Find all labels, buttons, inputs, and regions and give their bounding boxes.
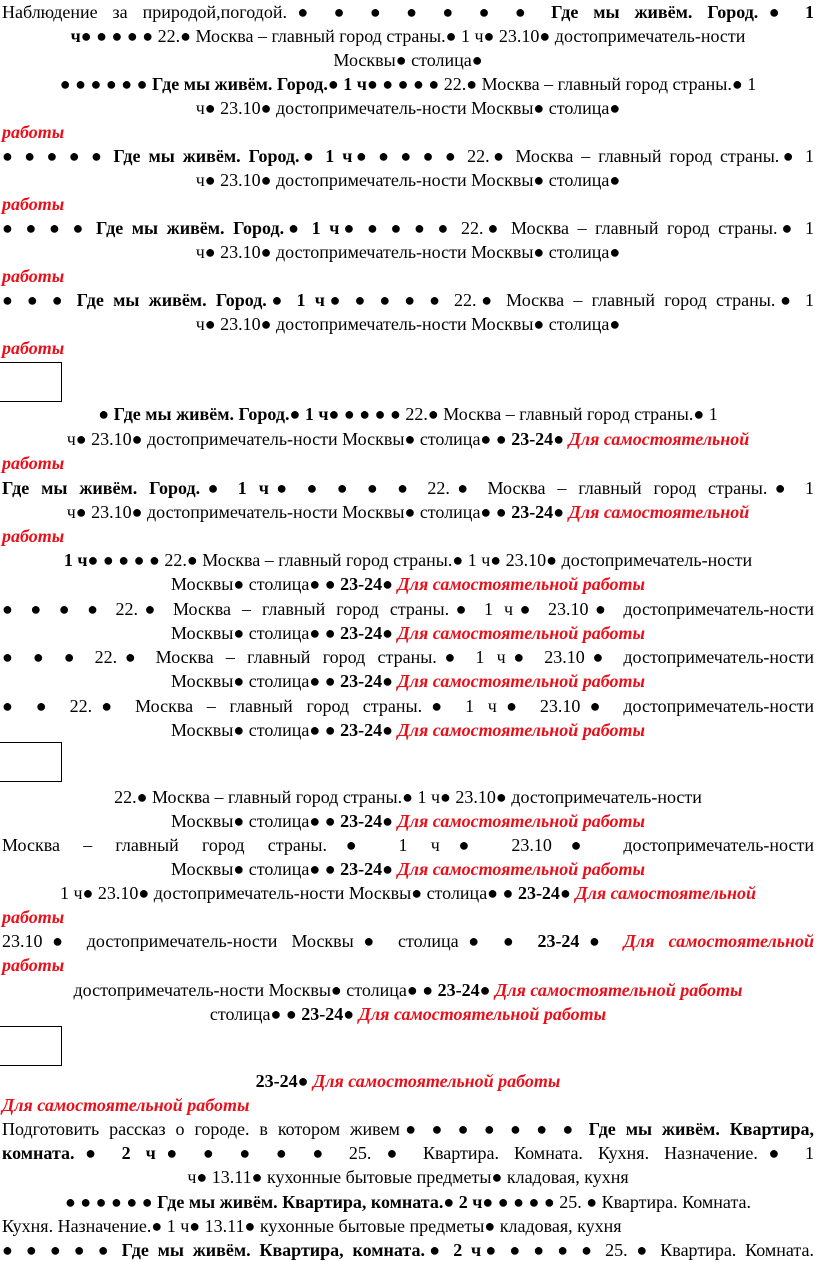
red-italic-text: Для самостоятельной работы <box>397 623 645 643</box>
text-line <box>2 120 814 144</box>
bold-text: Где мы живём. Город. <box>76 290 267 310</box>
text-run: Подготовить рассказ о городе. в котором живем● ● ● ● ● ● ● <box>2 1119 589 1139</box>
bold-text: ч <box>70 26 81 46</box>
bold-text: 23-24 <box>437 980 480 1000</box>
text-run: ч● 23.10● достопримечатель-ности Москвы● столица● <box>195 170 621 190</box>
text-run: ● <box>382 859 398 879</box>
text-line <box>2 597 814 621</box>
text-line <box>2 336 814 360</box>
text-run: ● <box>289 404 305 424</box>
text-run: достопримечатель-ности Москвы● столица● ● <box>73 980 438 1000</box>
red-italic-text: работы <box>2 955 65 975</box>
text-line <box>2 929 814 953</box>
bold-text: Где мы живём. Город. <box>96 218 285 238</box>
text-line <box>2 881 814 905</box>
red-italic-text: работы <box>2 194 65 214</box>
bold-text: 2 ч <box>121 1143 156 1163</box>
red-italic-text: работы <box>2 338 65 358</box>
text-line <box>2 500 814 524</box>
text-run: ● ● ● ● ● 25. ● Квартира. Комната. Кухня. Назначение.● 1 <box>155 1143 814 1163</box>
red-italic-text: Для самостоятельной работы <box>397 859 645 879</box>
bold-text: 23-24 <box>340 574 383 594</box>
bold-text: Где мы живём. Квартира, <box>588 1119 814 1139</box>
red-italic-text: работы <box>2 266 65 286</box>
text-run: ● <box>443 1192 459 1212</box>
text-run: ● ● ● ● 22.● Москва – главный город страны.● 1 ч● 23.10● достопримечатель-ности <box>2 599 814 619</box>
text-run: ч● 23.10● достопримечатель-ности Москвы● столица● ● <box>66 502 512 522</box>
text-run: столица● ● <box>209 1004 302 1024</box>
text-line <box>2 548 814 572</box>
text-line <box>2 240 814 264</box>
text-line <box>2 953 814 977</box>
text-run: ● ● ● ● ● 22.● Москва – главный город страны.● 1 ч● 23.10● достопримечатель-ности <box>87 550 753 570</box>
text-run: Москвы● столица● ● <box>171 859 341 879</box>
text-run: ● ● ● ● ● 22.● Москва – главный город страны.● 1 <box>352 146 815 166</box>
text-line <box>2 1190 814 1214</box>
text-line <box>2 1117 814 1141</box>
red-italic-text: работы <box>2 122 65 142</box>
empty-box <box>0 742 62 782</box>
text-line <box>2 48 814 72</box>
red-italic-text: Для самостоятельной работы <box>397 811 645 831</box>
bold-text: 1 ч <box>325 146 353 166</box>
bold-text: 23-24 <box>301 1004 344 1024</box>
bold-text: 23-24 <box>517 883 560 903</box>
bold-text: 1 ч <box>237 478 269 498</box>
text-run: ● <box>299 146 326 166</box>
text-line <box>2 144 814 168</box>
text-line <box>2 168 814 192</box>
text-line <box>2 0 814 24</box>
bold-text: комната. <box>2 1143 75 1163</box>
text-line <box>2 1165 814 1189</box>
text-run: Наблюдение за природой,погодой.● ● ● ● ● ● ● <box>2 2 552 22</box>
text-line <box>2 833 814 857</box>
text-run: ● <box>553 502 569 522</box>
bold-text: Где мы живём. Город. <box>113 404 290 424</box>
text-run: ● ● ● ● ● 22.● Москва – главный город страны.● 1 <box>366 74 757 94</box>
text-run: ● ● ● ● <box>2 218 97 238</box>
text-line <box>2 476 814 500</box>
text-run: ● ● ● ● ● 22.● Москва – главный город страны.● 1 <box>324 290 814 310</box>
text-line <box>2 572 814 596</box>
bold-text: Где мы живём. Город. <box>551 2 759 22</box>
text-line <box>2 96 814 120</box>
text-run: Москвы● столица● ● <box>171 720 341 740</box>
text-run: ● <box>98 404 114 424</box>
red-italic-text: Для самостоятельной <box>568 502 750 522</box>
bold-text: 2 ч <box>453 1240 482 1260</box>
text-run: Кухня. Назначение.● 1 ч● 13.11● кухонные бытовые предметы● кладовая, кухня <box>2 1216 622 1236</box>
text-line <box>2 905 814 929</box>
text-run: ● ● ● ● ● 22.● Москва – главный город страны.● 1 <box>328 404 718 424</box>
text-run: ● ● ● ● ● 22.● Москва – главный город страны.● 1 <box>339 218 815 238</box>
bold-text: Где мы живём. Город. <box>152 74 328 94</box>
text-run: ● ● ● ● ● ● <box>64 1192 158 1212</box>
text-line <box>2 857 814 881</box>
red-italic-text: Для самостоятельной работы <box>495 980 743 1000</box>
bold-text: 1 <box>805 2 814 22</box>
red-italic-text: Для самостоятельной работы <box>397 574 645 594</box>
bold-text: Где мы живём. Город. <box>2 478 201 498</box>
bold-text: Где мы живём. Квартира, комната. <box>121 1240 425 1260</box>
bold-text: 23-24 <box>340 811 383 831</box>
bold-text: 23-24 <box>340 623 383 643</box>
text-line <box>2 72 814 96</box>
text-line <box>2 1069 814 1093</box>
text-run: ● <box>266 290 297 310</box>
red-italic-text: Для самостоятельной <box>568 429 750 449</box>
text-run: ч● 13.11● кухонные бытовые предметы● кладовая, кухня <box>187 1167 629 1187</box>
text-run: ч● 23.10● достопримечатель-ности Москвы● столица● <box>195 314 621 334</box>
bold-text: 1 ч <box>343 74 367 94</box>
text-run: ● <box>327 74 344 94</box>
text-line <box>2 1002 814 1026</box>
text-line <box>2 785 814 809</box>
red-italic-text: Для самостоятельной работы <box>358 1004 607 1024</box>
bold-text: 2 ч <box>458 1192 483 1212</box>
text-run: ● ● ● ● ● 25. ● Квартира. Комната. <box>481 1240 814 1260</box>
text-run: 22.● Москва – главный город страны.● 1 ч● 23.10● достопримечатель-ности <box>114 787 702 807</box>
text-line <box>2 694 814 718</box>
text-run: ● <box>200 478 238 498</box>
red-italic-text: Для самостоятельной работы <box>397 720 645 740</box>
bold-text: 1 ч <box>296 290 325 310</box>
text-run: ● ● ● ● ● 22.● Москва – главный город страны.● 1 ч● 23.10● достопримечатель-ности <box>80 26 746 46</box>
text-line <box>2 264 814 288</box>
text-run: ● ● ● ● ● <box>2 146 114 166</box>
text-line <box>2 524 814 548</box>
text-run: ● <box>284 218 312 238</box>
text-run: ● <box>424 1240 454 1260</box>
text-line <box>2 216 814 240</box>
bold-text: 23-24 <box>255 1071 298 1091</box>
bold-text: 23-24 <box>340 720 383 740</box>
text-line <box>2 718 814 742</box>
text-line <box>2 192 814 216</box>
empty-box <box>0 1026 62 1066</box>
text-run: ● ● ● 22.● Москва – главный город страны.● 1 ч● 23.10● достопримечатель-ности <box>2 647 814 667</box>
text-line <box>2 1214 814 1238</box>
red-italic-text: работы <box>2 526 65 546</box>
text-run: ● ● ● ● ● <box>2 1240 122 1260</box>
text-line <box>2 1141 814 1165</box>
text-run: Москвы● столица● ● <box>171 623 341 643</box>
bold-text: 23-24 <box>340 859 383 879</box>
red-italic-text: Для самостоятельной работы <box>397 671 645 691</box>
text-run: ● <box>559 883 576 903</box>
bold-text: Где мы живём. Город. <box>113 146 300 166</box>
text-run: ч● 23.10● достопримечатель-ности Москвы● столица● ● <box>66 429 512 449</box>
text-line <box>2 809 814 833</box>
text-line <box>2 1093 814 1117</box>
text-run: Москвы● столица● ● <box>171 671 341 691</box>
text-run: ч● 23.10● достопримечатель-ности Москвы● столица● <box>195 98 621 118</box>
text-run: ● <box>382 623 398 643</box>
text-line <box>2 978 814 1002</box>
text-run: ● <box>343 1004 359 1024</box>
text-run: ● <box>74 1143 122 1163</box>
red-italic-text: Для самостоятельной работы <box>2 1095 250 1115</box>
text-run: ● <box>382 671 398 691</box>
text-run: ● ● ● ● ● 25. ● Квартира. Комната. <box>482 1192 752 1212</box>
bold-text: 23-24 <box>537 931 580 951</box>
red-italic-text: Для самостоятельной <box>623 931 814 951</box>
red-italic-text: Для самостоятельной <box>575 883 757 903</box>
bold-text: 23-24 <box>511 429 554 449</box>
text-run: ● ● 22.● Москва – главный город страны.● 1 ч● 23.10● достопримечатель-ности <box>2 696 814 716</box>
text-line <box>2 24 814 48</box>
text-run: ● ● ● <box>2 290 77 310</box>
text-run: ● <box>479 980 496 1000</box>
text-line <box>2 312 814 336</box>
text-line <box>2 1238 814 1262</box>
text-line <box>2 451 814 475</box>
bold-text: Где мы живём. Квартира, комната. <box>157 1192 444 1212</box>
text-run: ● <box>297 1071 313 1091</box>
bold-text: 23-24 <box>340 671 383 691</box>
text-run: 1 ч● 23.10● достопримечатель-ности Москвы● столица● ● <box>59 883 518 903</box>
text-run: ● <box>382 574 398 594</box>
text-line <box>2 427 814 451</box>
text-line <box>2 402 814 426</box>
red-italic-text: Для самостоятельной работы <box>312 1071 561 1091</box>
text-run: ● <box>553 429 569 449</box>
text-line <box>2 645 814 669</box>
bold-text: 1 ч <box>304 404 329 424</box>
empty-box <box>0 362 62 402</box>
red-italic-text: работы <box>2 907 65 927</box>
text-run: ● <box>382 811 398 831</box>
text-run: Москва – главный город страны.● 1 ч● 23.10● достопримечатель-ности <box>2 835 814 855</box>
text-line <box>2 288 814 312</box>
text-run: ● <box>382 720 398 740</box>
text-run: Москвы● столица● <box>333 50 483 70</box>
text-run: ● ● ● ● ● ● <box>59 74 153 94</box>
text-line <box>2 669 814 693</box>
text-line <box>2 621 814 645</box>
red-italic-text: работы <box>2 453 65 473</box>
text-run: ч● 23.10● достопримечатель-ности Москвы● столица● <box>195 242 621 262</box>
text-run: ● <box>579 931 624 951</box>
text-run: Москвы● столица● ● <box>171 811 341 831</box>
text-run: ● ● ● ● ● 22.● Москва – главный город страны.● 1 <box>268 478 814 498</box>
bold-text: 1 ч <box>311 218 340 238</box>
text-run: Москвы● столица● ● <box>171 574 341 594</box>
bold-text: 1 ч <box>63 550 88 570</box>
text-run: 23.10● достопримечатель-ности Москвы● столица● ● <box>2 931 538 951</box>
bold-text: 23-24 <box>511 502 554 522</box>
text-run: ● <box>758 2 805 22</box>
